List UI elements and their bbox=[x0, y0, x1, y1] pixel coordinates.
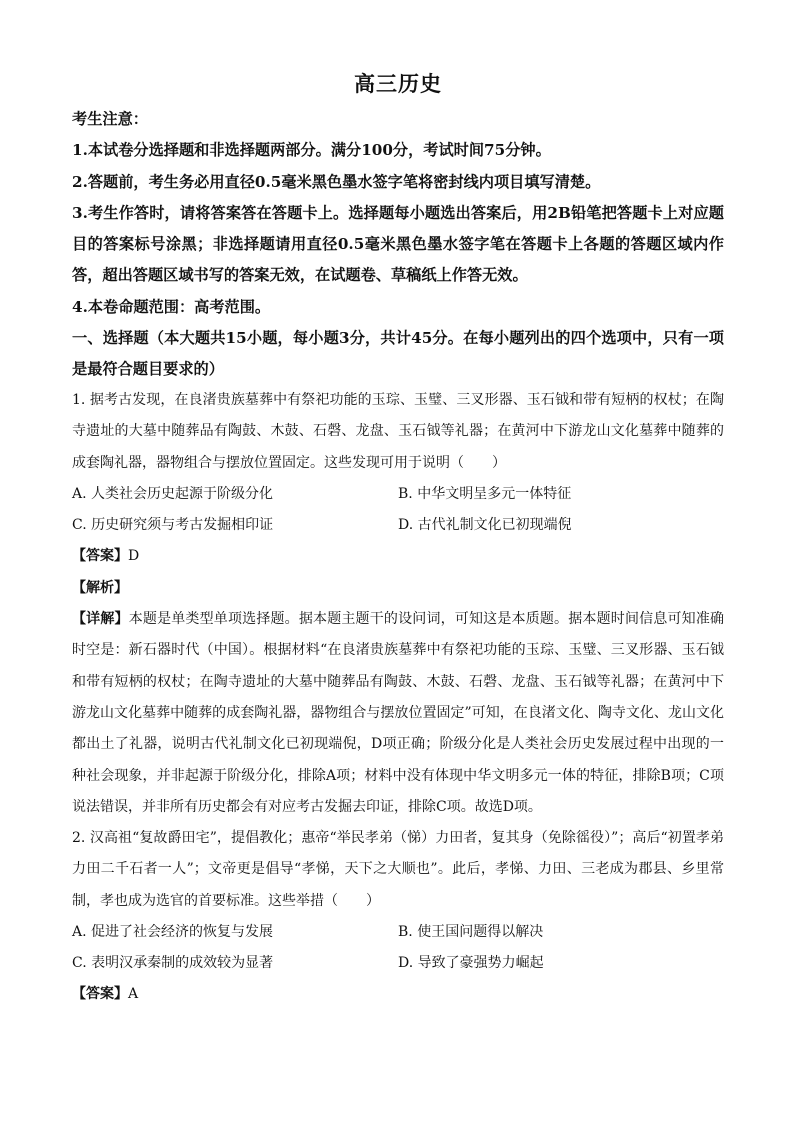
notice-item: 1.本试卷分选择题和非选择题两部分。满分100分，考试时间75分钟。 bbox=[72, 141, 551, 160]
option-a: A. 人类社会历史起源于阶级分化 bbox=[72, 485, 274, 502]
notice-item: 3.考生作答时，请将答案答在答题卡上。选择题每小题选出答案后，用2B铅笔把答题卡上对应题目的答案标号涂黑；非选择题请用直径0.5毫米黑色墨水签字笔在答题卡上各题的答题区域内作答，超出答题区域书写的答案无效，在试题卷、草稿纸上作答无效。 bbox=[72, 203, 724, 285]
answer-label: 【答案】 bbox=[72, 548, 128, 565]
exam-notice bbox=[72, 104, 724, 386]
question-1 bbox=[72, 385, 724, 823]
section-heading: 一、选择题（本大题共15小题，每小题3分，共计45分。在每小题列出的四个选项中，只有一项是最符合题目要求的） bbox=[72, 329, 724, 379]
answer-value: D bbox=[128, 548, 140, 565]
question-stem: 2. 汉高祖“复故爵田宅”，提倡教化；惠帝“举民孝弟（悌）力田者，复其身（免除徭役）”；高后“初置孝弟力田二千石者一人”；文帝更是倡导“孝悌，天下之大顺也”。此后，孝悌、力田、三老成为郡县、乡里常制，孝也成为选官的首要标准。这些举措（ ） bbox=[72, 830, 724, 909]
page-title: 高三历史 bbox=[354, 71, 442, 96]
option-c: C. 历史研究须与考古发掘相印证 bbox=[72, 517, 274, 534]
question-options bbox=[72, 917, 724, 980]
option-d: D. 导致了豪强势力崛起 bbox=[398, 955, 544, 972]
answer-value: A bbox=[128, 986, 139, 1003]
detail-text: 本题是单类型单项选择题。据本题主题干的设问词，可知这是本质题。据本题时间信息可知准确时空是：新石器时代（中国）。根据材料“在良渚贵族墓葬中有祭祀功能的玉琮、玉璧、三叉形器、玉石钺和带有短柄的权杖；在陶寺遗址的大墓中随葬品有陶鼓、木鼓、石磬、龙盘、玉石钺等礼器；在黄河中下游龙山文化墓葬中随葬的成套陶礼器，器物组合与摆放位置固定”可知，在良渚文化、陶寺文化、龙山文化都出土了礼器，说明古代礼制文化已初现端倪，D项正确；阶级分化是人类社会历史发展过程中出现的一种社会现象，并非起源于阶级分化，排除A项；材料中没有体现中华文明多元一体的特征，排除B项；C项说法错误，并非所有历史都会有对应考古发掘去印证，排除C项。故选D项。 bbox=[72, 611, 725, 815]
option-c: C. 表明汉承秦制的成效较为显著 bbox=[72, 955, 274, 972]
analysis-line bbox=[72, 573, 724, 604]
question-options bbox=[72, 479, 724, 542]
analysis-label: 【解析】 bbox=[72, 579, 128, 596]
option-d: D. 古代礼制文化已初现端倪 bbox=[398, 517, 572, 534]
option-a: A. 促进了社会经济的恢复与发展 bbox=[72, 923, 274, 940]
question-stem: 1. 据考古发现，在良渚贵族墓葬中有祭祀功能的玉琮、玉璧、三叉形器、玉石钺和带有短柄的权杖；在陶寺遗址的大墓中随葬品有陶鼓、木鼓、石磬、龙盘、玉石钺等礼器；在黄河中下游龙山文化墓葬中随葬的成套陶礼器，器物组合与摆放位置固定。这些发现可用于说明（ ） bbox=[72, 392, 724, 471]
detail-label: 【详解】 bbox=[72, 611, 129, 628]
answer-line bbox=[72, 979, 724, 1010]
notice-item: 2.答题前，考生务必用直径0.5毫米黑色墨水签字笔将密封线内项目填写清楚。 bbox=[72, 172, 601, 191]
option-b: B. 中华文明呈多元一体特征 bbox=[398, 485, 572, 502]
question-2 bbox=[72, 823, 724, 1011]
option-b: B. 使王国问题得以解决 bbox=[398, 923, 544, 940]
answer-line bbox=[72, 541, 724, 572]
notice-heading: 考生注意： bbox=[72, 110, 148, 128]
detail-paragraph bbox=[72, 604, 724, 823]
answer-label: 【答案】 bbox=[72, 986, 128, 1003]
notice-item: 4.本卷命题范围：高考范围。 bbox=[72, 297, 271, 316]
